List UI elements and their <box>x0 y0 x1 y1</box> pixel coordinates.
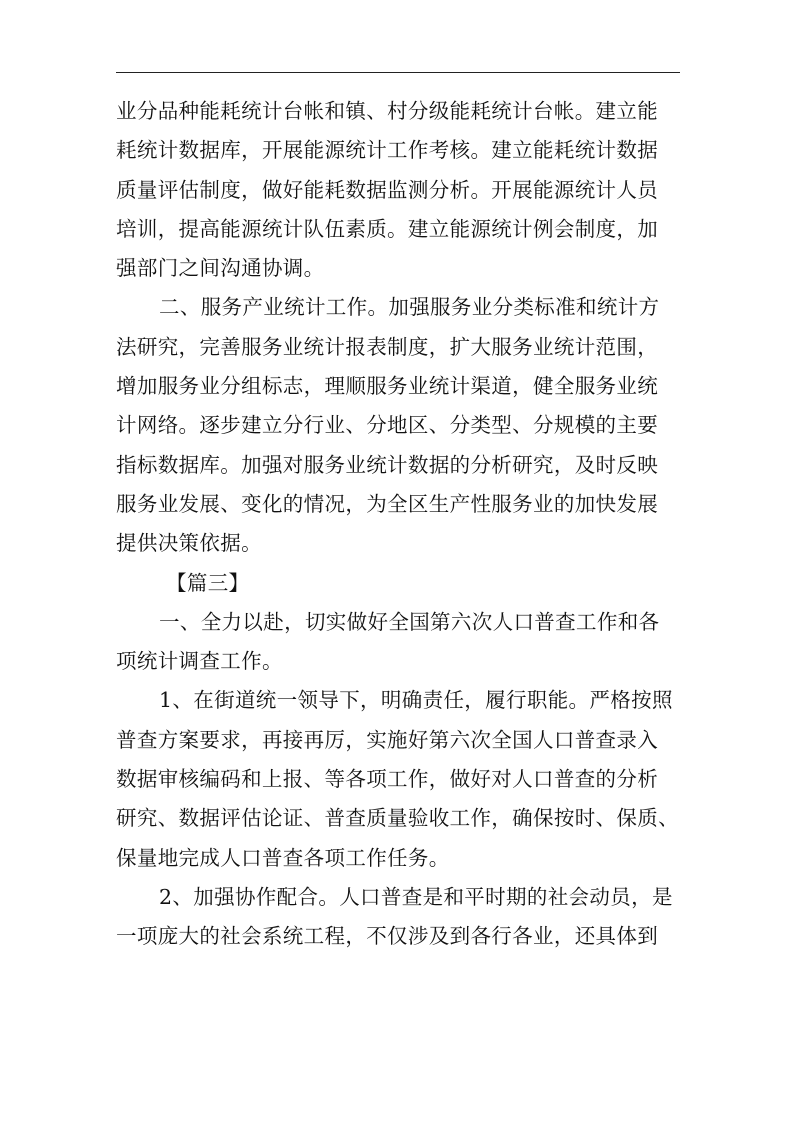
text-line: 一项庞大的社会系统工程，不仅涉及到各行各业，还具体到 <box>116 924 659 949</box>
text-line: 项统计调查工作。 <box>116 649 283 674</box>
text-line: 数据审核编码和上报、等各项工作，做好对人口普查的分析 <box>116 767 659 792</box>
text-line: 法研究，完善服务业统计报表制度，扩大服务业统计范围， <box>116 334 659 359</box>
text-line: 指标数据库。加强对服务业统计数据的分析研究，及时反映 <box>116 452 659 477</box>
text-line: 1、在街道统一领导下，明确责任，履行职能。严格按照 <box>159 688 673 713</box>
text-line: 质量评估制度，做好能耗数据监测分析。开展能源统计人员 <box>116 177 659 202</box>
text-line: 计网络。逐步建立分行业、分地区、分类型、分规模的主要 <box>116 413 659 438</box>
text-line: 一、全力以赴，切实做好全国第六次人口普查工作和各 <box>159 609 660 634</box>
text-line: 普查方案要求，再接再厉，实施好第六次全国人口普查录入 <box>116 727 659 752</box>
text-line: 二、服务产业统计工作。加强服务业分类标准和统计方 <box>159 295 660 320</box>
text-line: 保量地完成人口普查各项工作任务。 <box>116 845 450 870</box>
text-line: 2、加强协作配合。人口普查是和平时期的社会动员，是 <box>159 884 673 909</box>
text-line: 增加服务业分组标志，理顺服务业统计渠道，健全服务业统 <box>116 374 659 399</box>
text-line: 提供决策依据。 <box>116 531 262 556</box>
text-line: 耗统计数据库，开展能源统计工作考核。建立能耗统计数据 <box>116 138 659 163</box>
section-heading: 【篇三】 <box>166 570 250 595</box>
text-line: 业分品种能耗统计台帐和镇、村分级能耗统计台帐。建立能 <box>116 99 659 123</box>
text-line: 研究、数据评估论证、普查质量验收工作，确保按时、保质、 <box>116 806 679 831</box>
text-line: 培训，提高能源统计队伍素质。建立能源统计例会制度，加 <box>116 216 659 241</box>
text-line: 服务业发展、变化的情况，为全区生产性服务业的加快发展 <box>116 491 659 516</box>
text-line: 强部门之间沟通协调。 <box>116 256 325 281</box>
header-rule <box>116 72 680 73</box>
document-body <box>116 92 680 957</box>
